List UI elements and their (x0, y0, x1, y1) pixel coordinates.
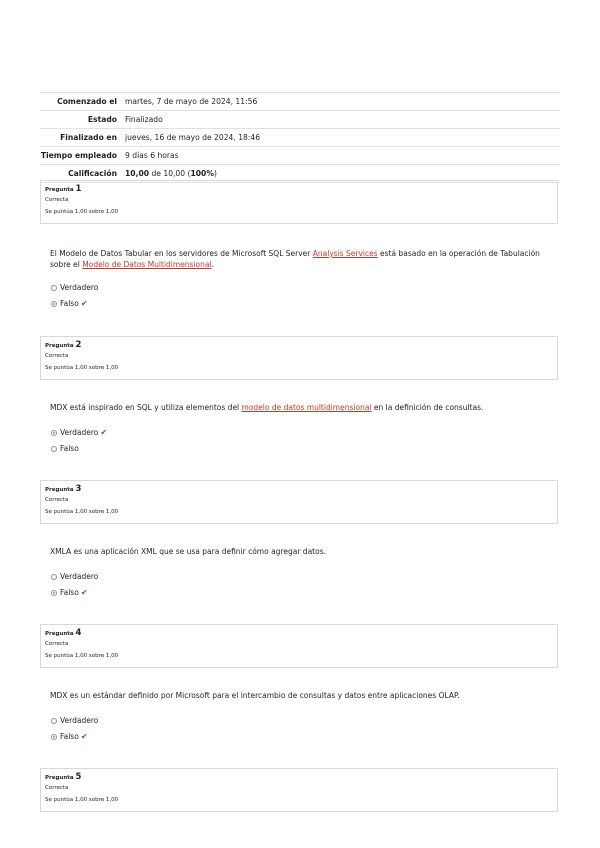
answer-option-verdadero[interactable]: Verdadero (51, 572, 98, 582)
summary-row-state (40, 111, 560, 129)
summary-value: 9 días 6 horas (125, 151, 179, 160)
summary-label: Estado (87, 115, 117, 124)
summary-label: Comenzado el (57, 97, 117, 106)
question-state: Correcta (45, 641, 69, 647)
question-state: Correcta (45, 497, 69, 503)
glossary-link-modelo-multidimensional[interactable]: modelo de datos multidimensional (241, 403, 372, 412)
radio-unchecked-icon[interactable] (51, 574, 57, 580)
question-info-1 (40, 180, 558, 224)
summary-label: Calificación (68, 169, 117, 178)
glossary-link-analysis-services[interactable]: Analysis Services (312, 249, 378, 258)
radio-checked-icon[interactable] (51, 590, 57, 596)
answer-option-verdadero[interactable]: Verdadero ✔ (51, 428, 107, 438)
radio-checked-icon[interactable] (51, 301, 57, 307)
question-state: Correcta (45, 785, 69, 791)
question-number: Pregunta 3 (45, 484, 82, 494)
answer-option-falso[interactable]: Falso (51, 444, 79, 454)
grade-score: 10,00 (125, 169, 150, 178)
summary-label: Tiempo empleado (40, 151, 117, 160)
attempt-summary-table (40, 92, 560, 183)
grade-close: ) (213, 169, 217, 178)
radio-unchecked-icon[interactable] (51, 285, 57, 291)
answer-option-verdadero[interactable]: Verdadero (51, 283, 98, 293)
answer-option-falso[interactable]: Falso ✔ (51, 588, 88, 598)
answer-option-falso[interactable]: Falso ✔ (51, 732, 88, 742)
answer-option-falso[interactable]: Falso ✔ (51, 299, 88, 309)
checkmark-icon: ✔ (100, 428, 108, 437)
question-info-5 (40, 768, 558, 812)
question-info-3 (40, 480, 558, 524)
question-number: Pregunta 5 (45, 772, 82, 782)
question-text-3: XMLA es una aplicación XML que se usa para definir cómo agregar datos. (50, 547, 326, 556)
question-grade: Se puntúa 1,00 sobre 1,00 (45, 509, 119, 515)
question-number: Pregunta 2 (45, 340, 82, 350)
summary-value: martes, 7 de mayo de 2024, 11:56 (125, 97, 258, 106)
checkmark-icon: ✔ (80, 732, 88, 741)
grade-out-of: de 10,00 ( (151, 169, 191, 178)
question-text-2: MDX está inspirado en SQL y utiliza elementos del modelo de datos multidimensional en la definición de consultas. (50, 403, 484, 412)
summary-row-started (40, 93, 560, 111)
question-info-4 (40, 624, 558, 668)
radio-unchecked-icon[interactable] (51, 718, 57, 724)
summary-value: jueves, 16 de mayo de 2024, 18:46 (125, 133, 261, 142)
grade-percent: 100% (190, 169, 214, 178)
question-grade: Se puntúa 1,00 sobre 1,00 (45, 365, 119, 371)
question-text-1: El Modelo de Datos Tabular en los servidores de Microsoft SQL Server Analysis Services está basado en la operación de Tabulación sobre el Modelo de Datos Multidimensional. (50, 249, 540, 269)
question-grade: Se puntúa 1,00 sobre 1,00 (45, 797, 119, 803)
glossary-link-modelo-multidimensional[interactable]: Modelo de Datos Multidimensional (82, 260, 212, 269)
summary-row-finished (40, 129, 560, 147)
summary-row-time-taken (40, 147, 560, 165)
answer-option-verdadero[interactable]: Verdadero (51, 716, 98, 726)
question-state: Correcta (45, 353, 69, 359)
radio-checked-icon[interactable] (51, 734, 57, 740)
question-grade: Se puntúa 1,00 sobre 1,00 (45, 653, 119, 659)
summary-value: Finalizado (125, 115, 163, 124)
summary-label: Finalizado en (60, 133, 117, 142)
question-info-2 (40, 336, 558, 380)
question-text-4: MDX es un estándar definido por Microsoft para el intercambio de consultas y datos entre aplicaciones OLAP. (50, 691, 460, 700)
question-number: Pregunta 4 (45, 628, 82, 638)
checkmark-icon: ✔ (80, 588, 88, 597)
radio-checked-icon[interactable] (51, 430, 57, 436)
question-number: Pregunta 1 (45, 184, 82, 194)
checkmark-icon: ✔ (80, 299, 88, 308)
radio-unchecked-icon[interactable] (51, 446, 57, 452)
question-state: Correcta (45, 197, 69, 203)
question-grade: Se puntúa 1,00 sobre 1,00 (45, 209, 119, 215)
